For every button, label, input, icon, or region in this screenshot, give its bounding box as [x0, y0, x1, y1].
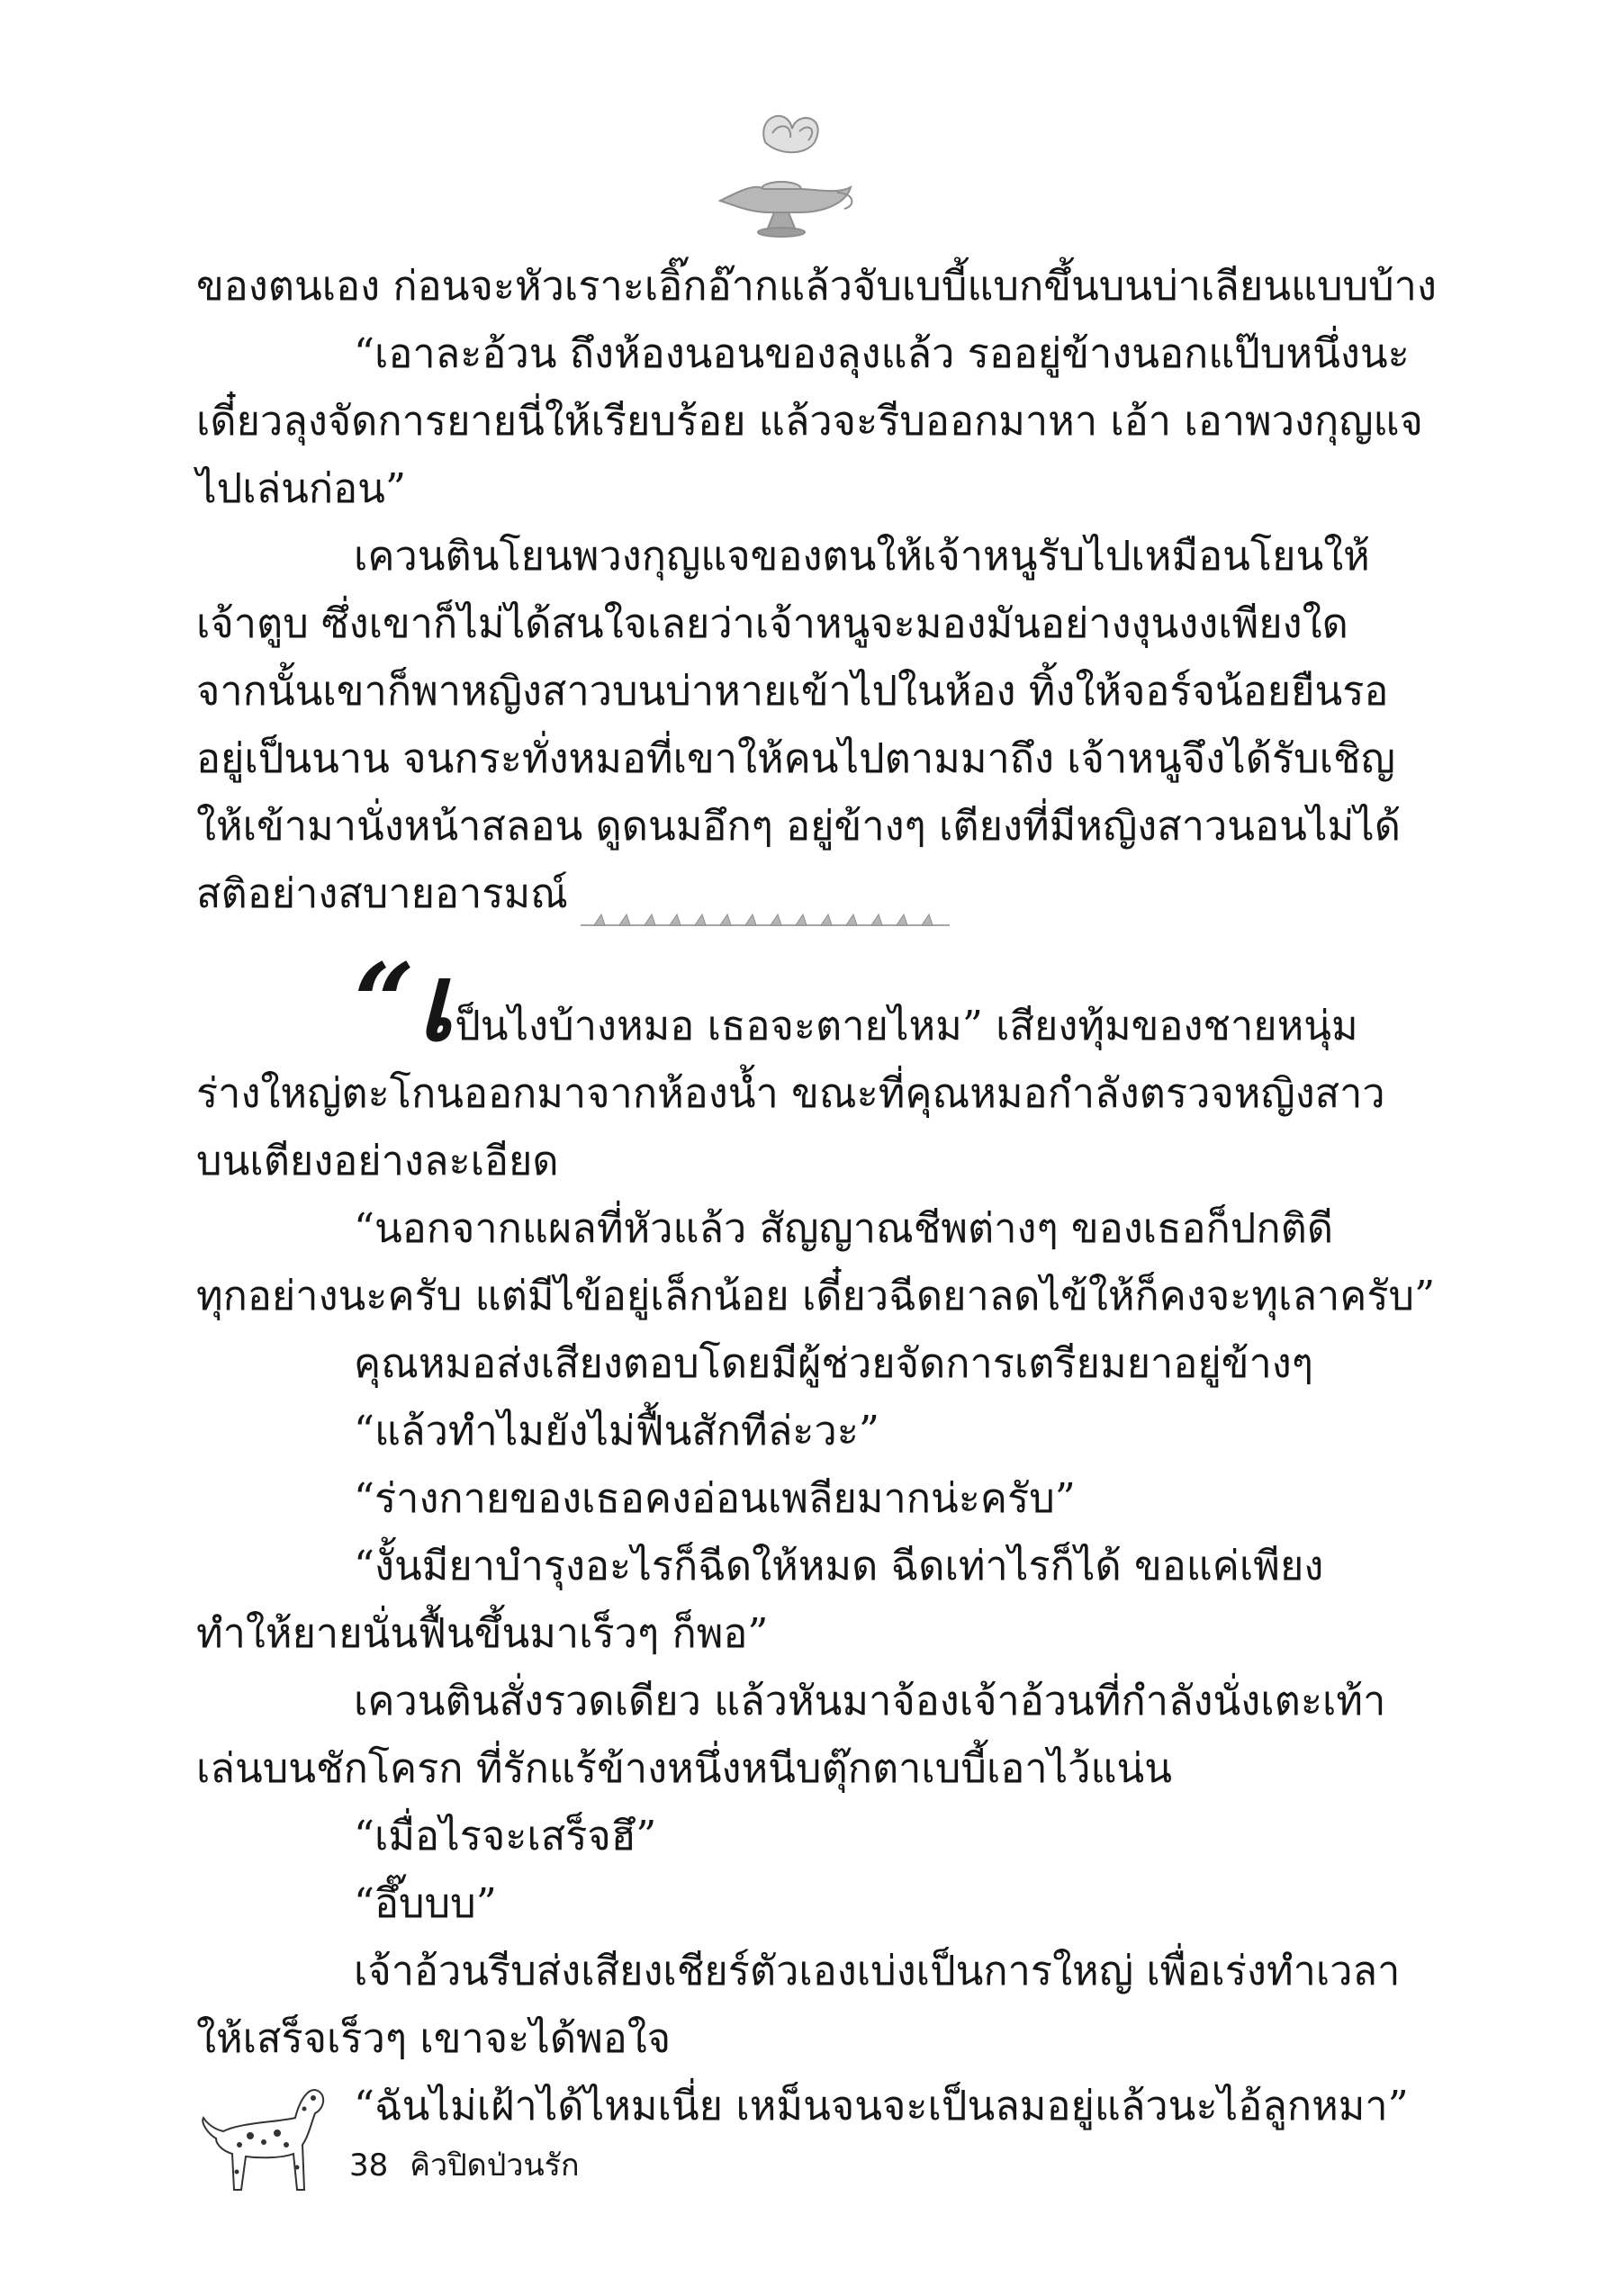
- text-line: คุณหมอส่งเสียงตอบโดยมีผู้ช่วยจัดการเตรียมยาอยู่ข้างๆ: [354, 1339, 1313, 1387]
- text-line: เควนตินสั่งรวดเดียว แล้วหันมาจ้องเจ้าอ้วนที่กำลังนั่งเตะเท้า: [354, 1677, 1386, 1724]
- text-line: เดี๋ยวลุงจัดการยายนี่ให้เรียบร้อย แล้วจะรีบออกมาหา เอ้า เอาพวงกุญแจ: [196, 397, 1423, 445]
- text-line: “อึ๊บบบ”: [354, 1879, 497, 1927]
- drop-cap-quote: “: [354, 940, 415, 1065]
- dalmatian-dog-icon: [196, 2068, 331, 2203]
- book-title: คิวปิดป่วนรัก: [410, 2147, 580, 2183]
- text-line: เจ้าตูบ ซึ่งเขาก็ไม่ได้สนใจเลยว่าเจ้าหนูจะมองมันอย่างงุนงงเพียงใด: [196, 599, 1348, 647]
- text-line: “งั้นมียาบำรุงอะไรก็ฉีดให้หมด ฉีดเท่าไรก็ได้ ขอแค่เพียง: [354, 1542, 1324, 1589]
- text-line: อยู่เป็นนาน จนกระทั่งหมอที่เขาให้คนไปตามมาถึง เจ้าหนูจึงได้รับเชิญ: [196, 734, 1395, 782]
- drop-cap-letter: เ: [416, 940, 454, 1065]
- text-line: “เมื่อไรจะเสร็จฮึ”: [354, 1812, 657, 1859]
- text-line: ป็นไงบ้างหมอ เธอจะตายไหม” เสียงทุ้มของชายหนุ่ม: [455, 1002, 1358, 1049]
- text-line: “ฉันไม่เฝ้าได้ไหมเนี่ย เหม็นจนจะเป็นลมอยู่แล้วนะไอ้ลูกหมา”: [354, 2082, 1409, 2129]
- chapter-opening-line: [196, 940, 1384, 1065]
- vine-divider-icon: [576, 911, 954, 938]
- text-line: เล่นบนชักโครก ที่รักแร้ข้างหนึ่งหนีบตุ๊กตาเบบี้เอาไว้แน่น: [196, 1744, 1173, 1792]
- text-line: ร่างใหญ่ตะโกนออกมาจากห้องน้ำ ขณะที่คุณหมอกำลังตรวจหญิงสาว: [196, 1069, 1385, 1117]
- body-text: [196, 252, 1437, 2139]
- text-line: “เอาละอ้วน ถึงห้องนอนของลุงแล้ว รออยู่ข้างนอกแป๊บหนึ่งนะ: [354, 329, 1410, 377]
- page-footer: [196, 2068, 826, 2203]
- text-line: จากนั้นเขาก็พาหญิงสาวบนบ่าหายเข้าไปในห้อง ทิ้งให้จอร์จน้อยยืนรอ: [196, 667, 1389, 715]
- genie-lamp-icon: [702, 106, 864, 241]
- text-line: ทุกอย่างนะครับ แต่มีไข้อยู่เล็กน้อย เดี๋ยวฉีดยาลดไข้ให้ก็คงจะทุเลาครับ”: [196, 1272, 1436, 1319]
- text-line: ทำให้ยายนั่นฟื้นขึ้นมาเร็วๆ ก็พอ”: [196, 1609, 769, 1657]
- text-line: “นอกจากแผลที่หัวแล้ว สัญญาณชีพต่างๆ ของเธอก็ปกติดี: [354, 1204, 1334, 1252]
- text-line: บนเตียงอย่างละเอียด: [196, 1137, 559, 1184]
- text-line: “ร่างกายของเธอคงอ่อนเพลียมากน่ะครับ”: [354, 1474, 1076, 1522]
- text-line: ไปเล่นก่อน”: [196, 464, 406, 512]
- text-line: เจ้าอ้วนรีบส่งเสียงเชียร์ตัวเองเบ่งเป็นการใหญ่ เพื่อเร่งทำเวลา: [354, 1947, 1401, 1994]
- text-line: สติอย่างสบายอารมณ์: [196, 869, 568, 917]
- page-folio: [349, 2140, 580, 2189]
- text-line: “แล้วทำไมยังไม่ฟื้นสักทีล่ะวะ”: [354, 1407, 879, 1454]
- text-line: ให้เข้ามานั่งหน้าสลอน ดูดนมอึกๆ อยู่ข้างๆ เตียงที่มีหญิงสาวนอนไม่ได้: [196, 802, 1401, 850]
- page-number: 38: [349, 2147, 389, 2183]
- text-line: ของตนเอง ก่อนจะหัวเราะเอิ๊กอ๊ากแล้วจับเบบี้แบกขึ้นบนบ่าเลียนแบบบ้าง: [196, 262, 1437, 310]
- text-line: ให้เสร็จเร็วๆ เขาจะได้พอใจ: [196, 2014, 672, 2062]
- text-line: เควนตินโยนพวงกุญแจของตนให้เจ้าหนูรับไปเหมือนโยนให้: [354, 532, 1370, 580]
